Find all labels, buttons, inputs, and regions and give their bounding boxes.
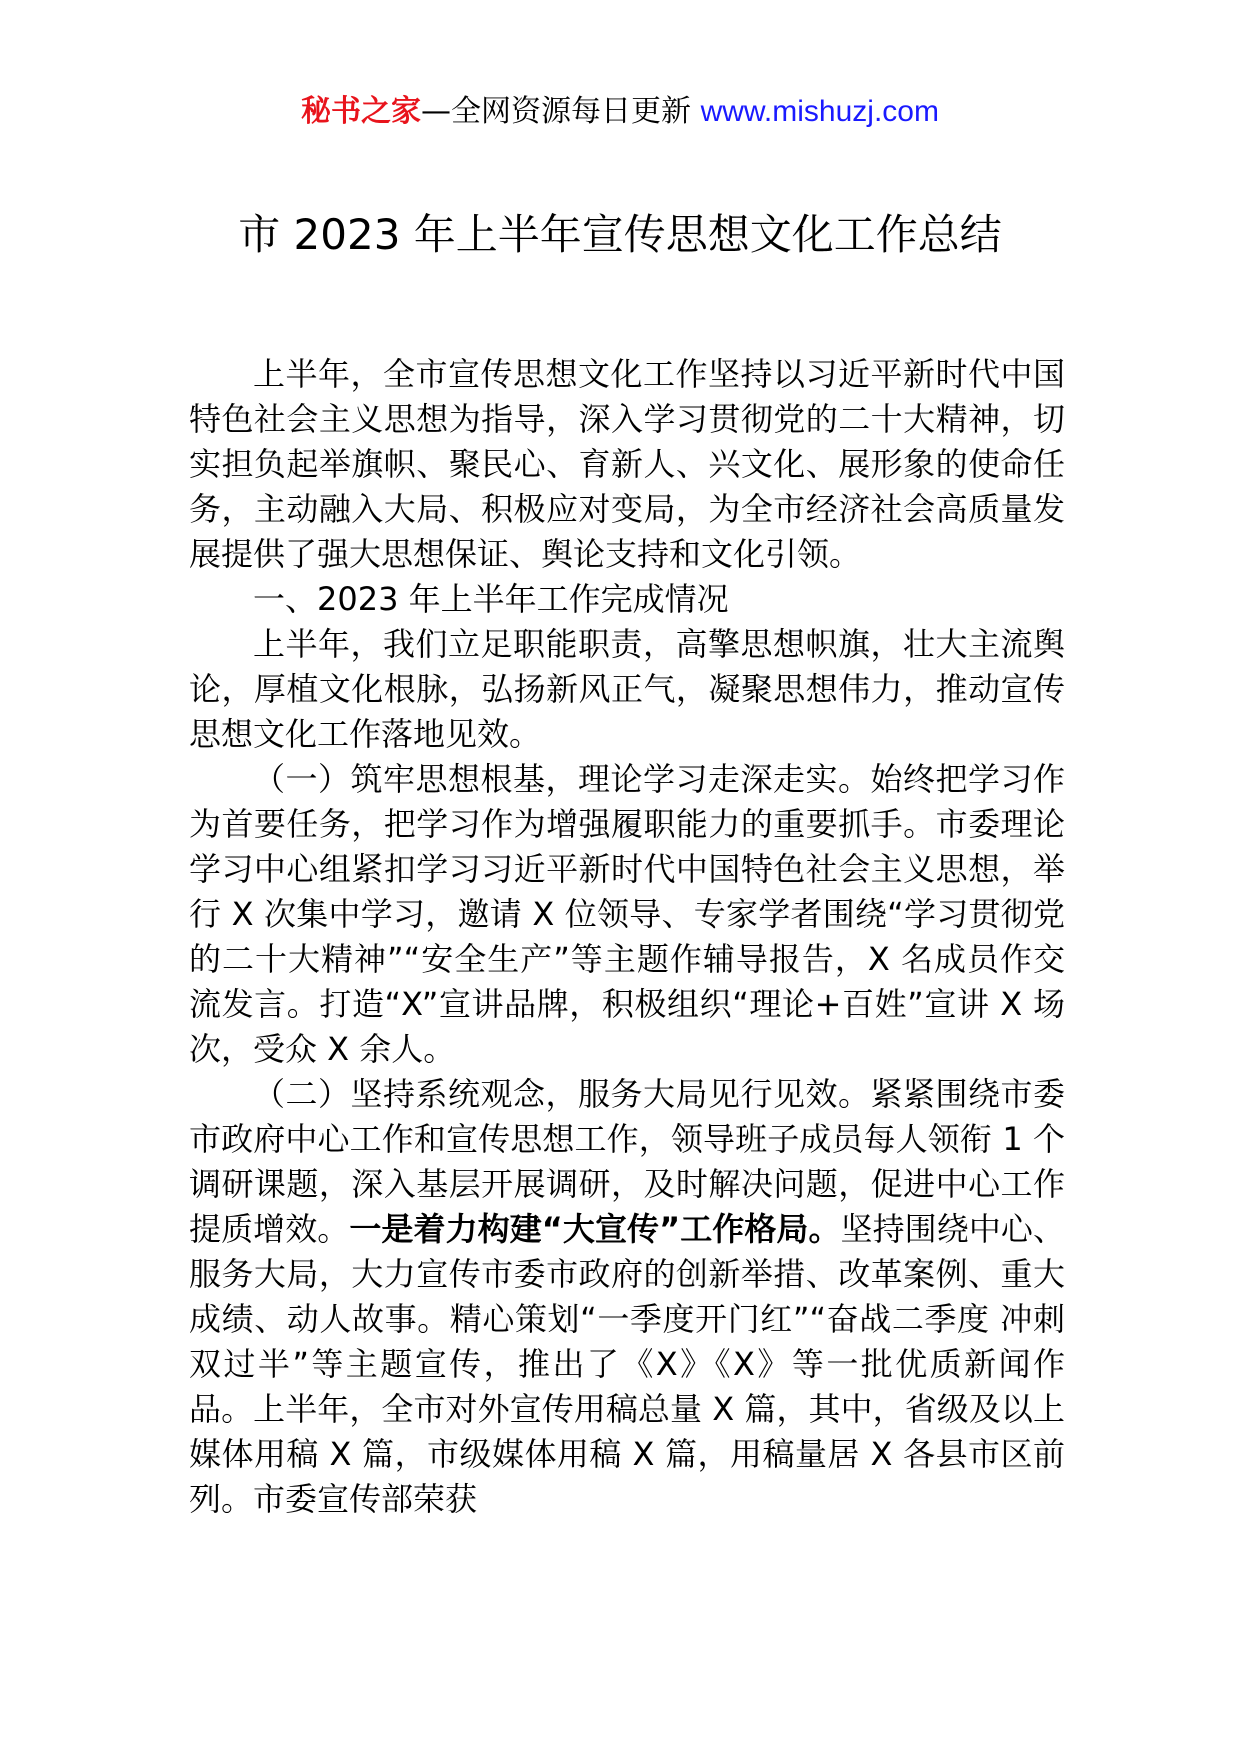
summary-paragraph: 上半年，我们立足职能职责，高擎思想帜旗，壮大主流舆论，厚植文化根脉，弘扬新风正气，凝聚思想伟力，推动宣传思想文化工作落地见效。 (189, 625, 1065, 753)
document-title: 市 2023 年上半年宣传思想文化工作总结 (238, 210, 1002, 259)
document-body (189, 352, 1065, 1522)
subsection-2-text-a: （二）坚持系统观念，服务大局见行见效。紧紧围绕市委市政府中心工作和宣传思想工作，领导班子成员每人领衔 1 个调研课题，深入基层开展调研，及时解决问题，促进中心工作提质增效。 (189, 1075, 1065, 1248)
subsection-2-text-b: 坚持围绕中心、服务大局，大力宣传市委市政府的创新举措、改革案例、重大成绩、动人故事。精心策划“一季度开门红”“奋战二季度 冲刺双过半”等主题宣传，推出了《X》《X》等一批优质新闻作品。上半年，全市对外宣传用稿总量 X 篇，其中，省级及以上媒体用稿 X 篇，市级媒体用稿 X 篇，用稿量居 X 各县市区前列。市委宣传部荣获 (189, 1210, 1065, 1518)
section-heading: 一、2023 年上半年工作完成情况 (253, 580, 729, 618)
brand-name: 秘书之家 (301, 94, 422, 129)
site-url-link[interactable]: www.mishuzj.com (700, 95, 939, 128)
header-tagline: —全网资源每日更新 (421, 94, 692, 129)
subsection-2-paragraph (189, 1072, 1065, 1522)
site-header (0, 92, 1240, 132)
subsection-1-paragraph: （一）筑牢思想根基，理论学习走深走实。始终把学习作为首要任务，把学习作为增强履职能力的重要抓手。市委理论学习中心组紧扣学习习近平新时代中国特色社会主义思想，举行 X 次集中学习，邀请 X 位领导、专家学者围绕“学习贯彻党的二十大精神”“安全生产”等主题作辅导报告，X 名成员作交流发言。打造“X”宣讲品牌，积极组织“理论+百姓”宣讲 X 场次，受众 X 余人。 (189, 760, 1065, 1068)
subsection-2-bold-lead: 一是着力构建“大宣传”工作格局。 (349, 1210, 841, 1248)
intro-paragraph: 上半年，全市宣传思想文化工作坚持以习近平新时代中国特色社会主义思想为指导，深入学习贯彻党的二十大精神，切实担负起举旗帜、聚民心、育新人、兴文化、展形象的使命任务，主动融入大局、积极应对变局，为全市经济社会高质量发展提供了强大思想保证、舆论支持和文化引领。 (189, 355, 1065, 573)
